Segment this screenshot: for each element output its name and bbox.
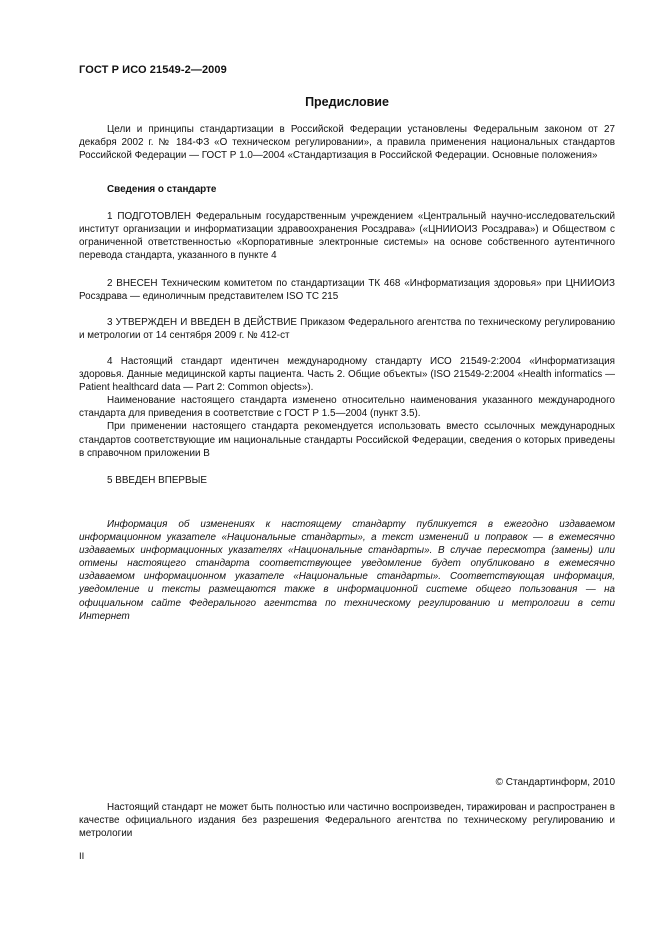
item-4-block (79, 355, 615, 460)
document-page (79, 0, 615, 936)
notice-block (79, 518, 615, 623)
item-3-block (79, 316, 615, 342)
reproduction-block (79, 801, 615, 840)
page-number: II (79, 851, 85, 862)
item-4-para-3: При применении настоящего стандарта рекомендуется использовать вместо ссылочных международных стандартов соответствующие им национальные стандарты Российской Федерации, сведения о которых приведены в справочном приложении В (79, 421, 615, 459)
item-4-para-2: Наименование настоящего стандарта изменено относительно наименования указанного международного стандарта для приведения в соответствие с ГОСТ Р 1.5—2004 (пункт 3.5). (79, 395, 615, 420)
reproduction-text: Настоящий стандарт не может быть полностью или частично воспроизведен, тиражирован и распространен в качестве официального издания без разрешения Федерального агентства по техническому регулированию и метрологии (79, 802, 615, 840)
item-2-block (79, 277, 615, 303)
preface-title: Предисловие (305, 95, 389, 109)
item-3: 3 УТВЕРЖДЕН И ВВЕДЕН В ДЕЙСТВИЕ Приказом Федерального агентства по техническому регулированию и метрологии от 14 сентября 2009 г. № 412-ст (79, 317, 615, 342)
standard-code-header: ГОСТ Р ИСО 21549-2—2009 (79, 64, 227, 76)
preface-intro-block (79, 123, 615, 162)
item-4-para-1: 4 Настоящий стандарт идентичен международному стандарту ИСО 21549-2:2004 «Информатизация здоровья. Данные медицинской карты пациента. Часть 2. Общие объекты» (ISO 21549-2:2004 «Health informatics — Patient healthcard data — Part 2: Common objects»). (79, 356, 615, 394)
notice-text: Информация об изменениях к настоящему стандарту публикуется в ежегодно издаваемом информационном указателе «Национальные стандарты», а текст изменений и поправок — в ежемесячно издаваемых информационных указателях «Национальные стандарты». В случае пересмотра (замены) или отмены настоящего стандарта соответствующее уведомление будет опубликовано в ежемесячно издаваемом информационном указателе «Национальные стандарты». Соответствующая информация, уведомление и тексты размещаются также в информационной системе общего пользования — на официальном сайте Федерального агентства по техническому регулированию и метрологии в сети Интернет (79, 519, 615, 622)
copyright: © Стандартинформ, 2010 (495, 777, 615, 788)
item-5-block (79, 474, 615, 487)
item-1: 1 ПОДГОТОВЛЕН Федеральным государственным учреждением «Центральный научно-исследовательский институт организации и информатизации здравоохранения Росздрава» («ЦНИИОИЗ Росздрава») и Обществом с ограниченной ответственностью «Корпоративные электронные системы» на основе собственного аутентичного перевода стандарта, указанного в пункте 4 (79, 211, 615, 262)
item-1-block (79, 210, 615, 262)
item-5: 5 ВВЕДЕН ВПЕРВЫЕ (107, 475, 207, 486)
preface-intro: Цели и принципы стандартизации в Российской Федерации установлены Федеральным законом от 27 декабря 2002 г. № 184-ФЗ «О техническом регулировании», а правила применения национальных стандартов Российской Федерации — ГОСТ Р 1.0—2004 «Стандартизация в Российской Федерации. Основные положения» (79, 124, 615, 162)
item-2: 2 ВНЕСЕН Техническим комитетом по стандартизации ТК 468 «Информатизация здоровья» при ЦНИИОИЗ Росздрава — единоличным представителем ISO TC 215 (79, 278, 615, 303)
info-heading: Сведения о стандарте (107, 184, 217, 195)
